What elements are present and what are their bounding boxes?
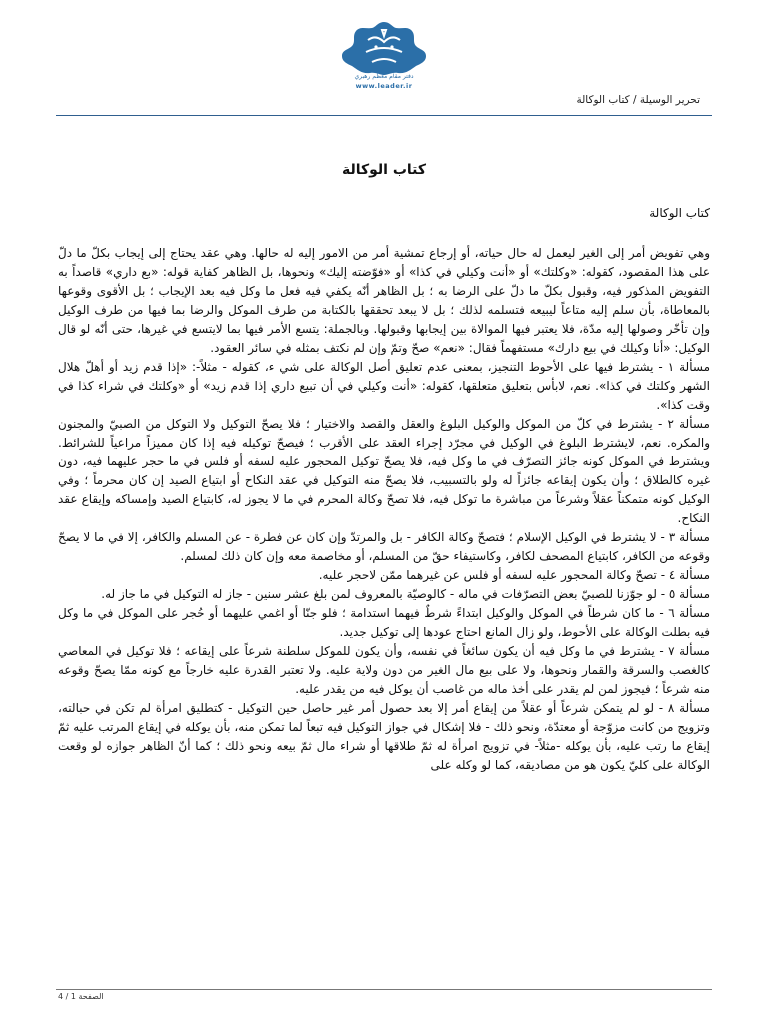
logo-tagline: دفتر مقام معظم رهبري [354,73,414,80]
paragraph-masala-2: مسألة ٢ - يشترط في كلّ من الموكل والوكيل البلوغ والعقل والقصد والاختيار ؛ فلا يصحّ التوكيل ولا التوكل من الصبيّ والمجنون والمكره. نعم، لايشترط البلوغ في الوكيل في مجرّد إجراء العقد على الأقرب ؛ فيصحّ توكيله فيه إذا كان مميزاً مراعياً للشرائط. ويشترط في الموكل كونه جائز التصرّف في ما وكل فيه، فلا يصحّ توكيل المحجور عليه لسفه أو فلس في ما حجر عليهما فيه، دون غيره كالطلاق ؛ وأن يكون إيقاعه جائزاً له ولو بالتسبيب، فلا يصحّ منه التوكيل في عقد النكاح أو ابتياع الصيد إن كان محرماً ؛ وفي الوكيل كونه متمكناً عقلاً وشرعاً من مباشرة ما توكل فيه، فلا تصحّ وكالة المحرم في ما لا يجوز له، كابتياع الصيد وإمساكه وإيقاع عقد النكاح. [58,416,710,526]
document-body [58,244,710,775]
paragraph-masala-5: مسألة ٥ - لو جوّزنا للصبيّ بعض التصرّفات في ماله - كالوصيّة بالمعروف لمن بلغ عشر سنين - جاز له التوكيل في ما جاز له. [101,587,710,602]
breadcrumb[interactable]: تحرير الوسيلة / كتاب الوكالة [576,94,700,106]
paragraph-intro: وهي تفويض أمر إلى الغير ليعمل له حال حياته، أو إرجاع تمشية أمر من الامور إليه له حالها. وهي عقد يحتاج إلى إيجاب بكلّ ما دلّ على هذا المقصود، كقوله: «وكلتك» أو «أنت وكيلي في كذا» أو «فوّضته إليك» ونحوها، بل الظاهر كفاية قوله: «بع داري» قاصداً به التفويض المذكور فيه، وقبول بكلّ ما دلّ على الرضا به ؛ بل الظاهر أنّه يكفي فيه فعل ما وكل فيه بعد الإيجاب ؛ بل الأقوى وقوعها بالمعاطاة، بأن سلم إليه متاعاً ليبيعه فتسلمه لذلك ؛ بل لا يبعد تحققها بالكتابة من طرف الموكل والرضا بما فيها من طرف الوكيل وإن تأخّر وصولها إليه مدّة، فلا يعتبر فيها الموالاة بين إيجابها وقبولها. وبالجملة: يتسع الأمر فيها بما لايتسع في غيرها، حتى أنّه لو قال الوكيل: «أنا وكيلك في بيع دارك» مستفهماً فقال: «نعم» صحّ وتمّ وإن لم نكتف بمثله في سائر العقود. [58,246,710,355]
logo-url[interactable]: www.leader.ir [355,82,413,90]
page-number: الصفحة 1 / 4 [58,992,104,1001]
paragraph-masala-1: مسألة ١ - يشترط فيها على الأحوط التنجيز، بمعنى عدم تعليق أصل الوكالة على شي ء، كقوله - مثلاً-: «إذا قدم زيد أو أهلّ هلال الشهر وكلتك في كذا». نعم، لابأس بتعليق متعلقها، كقوله: «أنت وكيلي في أن تبيع داري إذا قدم زيد» أو «وكلتك في شراء كذا في وقت كذا». [58,359,710,412]
paragraph-masala-3: مسألة ٣ - لا يشترط في الوكيل الإسلام ؛ فتصحّ وكالة الكافر - بل والمرتدّ وإن كان عن فطرة - عن المسلم والكافر، إلا في ما لا يصحّ وقوعه من الكافر، كابتياع المصحف لكافر، وكاستيفاء حقّ من المسلم، أو مخاصمة معه وإن كان ذلك لمسلم. [58,530,710,564]
leader-logo-emblem [338,20,430,76]
paragraph-masala-7: مسألة ٧ - يشترط في ما وكل فيه أن يكون سائغاً في نفسه، وأن يكون للموكل سلطنة شرعاً على إيقاعه ؛ فلا توكيل في المعاصي كالغصب والسرقة والقمار ونحوها، ولا على بيع مال الغير من دون ولاية عليه. ولا تعتبر القدرة عليه خارجاً مع كونه ممّا يصحّ وقوعه منه شرعاً ؛ فيجوز لمن لم يقدر على أخذ ماله من غاصب أن يوكل فيه من يقدر عليه. [58,644,710,696]
header-divider [56,115,712,116]
document-subtitle: كتاب الوكالة [649,206,710,220]
paragraph-masala-6: مسألة ٦ - ما كان شرطاً في الموكل والوكيل ابتداءً شرطٌ فيهما استدامة ؛ فلو جنّا أو اغمي عليهما أو حُجر على الموكل في ما وكل فيه بطلت الوكالة على الأحوط، ولو زال المانع احتاج عودها إلى توكيل جديد. [58,606,710,640]
paragraph-masala-4: مسألة ٤ - تصحّ وكالة المحجور عليه لسفه أو فلس عن غيرهما ممّن لاحجر عليه. [318,568,710,583]
document-title: كتاب الوكالة [341,162,427,178]
footer-divider [56,989,712,990]
paragraph-masala-8: مسألة ٨ - لو لم يتمكن شرعاً أو عقلاً من إيقاع أمر إلا بعد حصول أمر غير حاصل حين التوكيل - كتطليق امرأة لم تكن في حبالته، وتزويج من كانت مزوّجة أو معتدّة، ونحو ذلك - فلا إشكال في جواز التوكيل فيه تبعاً لما تمكن منه، بأن يوكله في إيقاع المرتب عليه ثمّ إيقاع ما رتب عليه، بأن يوكله -مثلاً- في تزويج امرأة له ثمّ طلاقها أو شراء مال ثمّ بيعه ونحو ذلك ؛ كما أنّ الظاهر جوازه لو وقعت الوكالة على كليّ يكون هو من مصاديقه، كما لو وكله على [58,700,710,772]
